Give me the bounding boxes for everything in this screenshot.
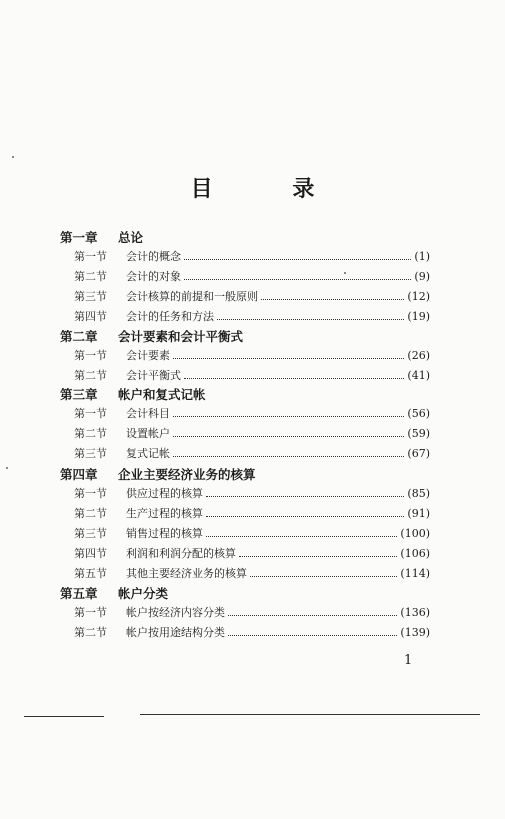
dot-leader [173,455,404,457]
section-page-ref: (85) [407,486,430,500]
toc-entry [74,247,430,265]
section-number: 第一节 [74,606,107,619]
scan-edge-line [140,714,480,715]
section-page-ref: (19) [407,309,430,323]
section-number: 第一节 [74,250,107,263]
chapter-heading [60,385,206,403]
section-number: 第三节 [74,447,107,460]
section-page-ref: (136) [400,605,430,619]
dot-leader [228,634,397,636]
toc-entry [74,404,430,422]
dot-leader [173,357,404,359]
section-title: 销售过程的核算 [126,527,203,540]
toc-entry [74,346,430,364]
dot-leader [250,575,397,577]
section-number: 第一节 [74,407,107,420]
dot-leader [184,258,411,260]
chapter-number: 第三章 [60,387,98,402]
section-title: 会计的对象 [126,270,181,283]
dot-leader [173,415,404,417]
dot-leader [206,535,397,537]
section-number: 第一节 [74,487,107,500]
page-number: 1 [404,653,413,668]
chapter-heading [60,327,243,345]
section-page-ref: (26) [407,348,430,362]
chapter-number: 第五章 [60,586,98,601]
section-number: 第二节 [74,626,107,639]
section-number: 第二节 [74,270,107,283]
chapter-heading [60,465,256,483]
dot-leader [228,614,397,616]
toc-entry [74,287,430,305]
dot-leader [239,555,397,557]
toc-entry [74,424,430,442]
toc-entry [74,603,430,621]
dot-leader [206,495,404,497]
chapter-number: 第二章 [60,329,98,344]
dot-leader [184,377,404,379]
section-number: 第四节 [74,547,107,560]
section-page-ref: (100) [400,526,430,540]
section-page-ref: (41) [407,368,430,382]
toc-entry [74,307,430,325]
toc-entry [74,484,430,502]
toc-entry [74,544,430,562]
scan-speck [344,272,346,274]
section-title: 帐户按用途结构分类 [126,626,225,639]
toc-entry [74,504,430,522]
scan-speck [12,156,14,158]
section-title: 生产过程的核算 [126,507,203,520]
section-number: 第四节 [74,310,107,323]
toc-entry [74,623,430,641]
scan-edge-line [24,716,104,717]
section-title: 会计的概念 [126,250,181,263]
section-page-ref: (9) [414,269,430,283]
section-title: 会计核算的前提和一般原则 [126,290,258,303]
chapter-title: 总论 [118,230,144,245]
section-title: 会计平衡式 [126,369,181,382]
toc-entry [74,524,430,542]
section-number: 第五节 [74,567,107,580]
dot-leader [173,435,404,437]
section-number: 第一节 [74,349,107,362]
section-page-ref: (56) [407,406,430,420]
section-title: 其他主要经济业务的核算 [126,567,247,580]
section-title: 利润和利润分配的核算 [126,547,236,560]
section-page-ref: (91) [407,506,430,520]
section-page-ref: (67) [407,446,430,460]
toc-entry [74,444,430,462]
toc-entry [74,267,430,285]
dot-leader [261,298,404,300]
dot-leader [217,318,404,320]
section-page-ref: (139) [400,625,430,639]
chapter-title: 企业主要经济业务的核算 [118,467,256,482]
section-title: 复式记帐 [126,447,170,460]
section-number: 第三节 [74,527,107,540]
chapter-heading [60,584,168,602]
section-number: 第二节 [74,427,107,440]
section-title: 设置帐户 [126,427,170,440]
toc-title: 目 录 [190,176,351,202]
section-number: 第三节 [74,290,107,303]
section-title: 供应过程的核算 [126,487,203,500]
section-title: 会计的任务和方法 [126,310,214,323]
toc-entry [74,564,430,582]
chapter-title: 会计要素和会计平衡式 [118,329,244,344]
chapter-title: 帐户分类 [118,586,169,601]
scan-speck [6,467,8,469]
section-page-ref: (12) [407,289,430,303]
section-number: 第二节 [74,369,107,382]
section-page-ref: (114) [400,566,430,580]
section-title: 会计科目 [126,407,170,420]
dot-leader [206,515,404,517]
dot-leader [184,278,411,280]
chapter-title: 帐户和复式记帐 [118,387,206,402]
chapter-number: 第一章 [60,230,98,245]
section-number: 第二节 [74,507,107,520]
section-page-ref: (106) [400,546,430,560]
toc-entry [74,366,430,384]
section-page-ref: (1) [414,249,430,263]
chapter-heading [60,228,143,246]
section-title: 帐户按经济内容分类 [126,606,225,619]
section-title: 会计要素 [126,349,170,362]
chapter-number: 第四章 [60,467,98,482]
section-page-ref: (59) [407,426,430,440]
